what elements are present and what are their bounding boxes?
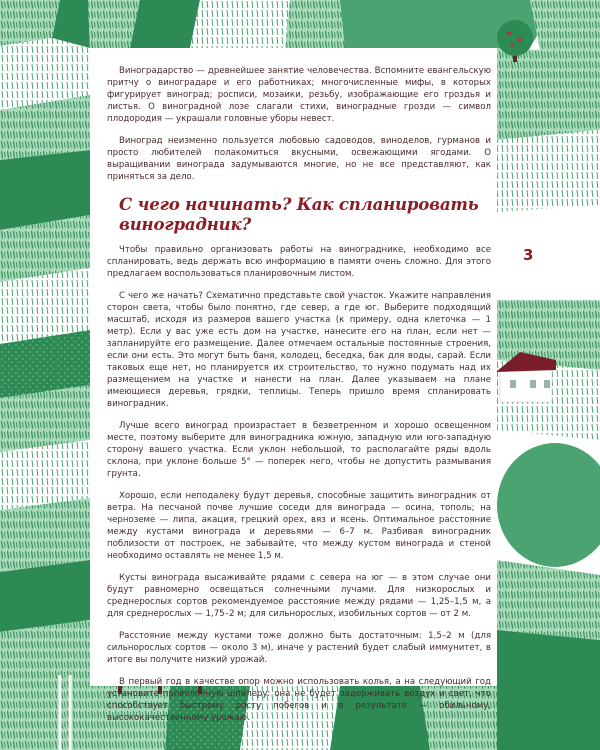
page-number: 3 xyxy=(523,246,534,264)
article-body xyxy=(107,66,491,733)
paragraph: В первый год в качестве опор можно использовать колья, а на следующий год установите проволочную шпалеру: она не будет задерживать воздух и свет, что способствует быстрому росту побегов и в результате — обильному, высококачественному урожаю. xyxy=(107,677,491,723)
paragraph: Расстояние между кустами тоже должно быть достаточным: 1,5–2 м (для сильнорослых сортов — около 3 м), иначе у растений будет слабый иммунитет, в итоге вы получите низкий урожай. xyxy=(107,631,491,665)
paragraph: Кусты винограда высаживайте рядами с севера на юг — в этом случае они будут равномерно освещаться солнечными лучами. Для низкорослых и среднерослых сортов рекомендуемое расстояние между рядами — 1,25–1,5 м, а для среднерослых — 1,75–2 м; для сильнорослых, изобильных сортов — от 2 м. xyxy=(107,572,491,619)
paragraph: Виноград неизменно пользуется любовью садоводов, виноделов, гурманов и просто любителей полакомиться вкусными, освежающими ягодами. О выращивании винограда задумываются многие, но не все представляют, как приняться за дело. xyxy=(107,136,491,182)
paragraph: Виноградарство — древнейшее занятие человечества. Вспомните евангельскую притчу о виноградаре и его работниках; многочисленные мифы, в которых фигурирует виноград; росписи, мозаики, резьбу, изображающие его гроздья и листья. О виноградной лозе слагали стихи, виноградные грозди — символ плодородия — украшали головные уборы невест. xyxy=(107,66,491,124)
paragraph: С чего же начать? Схематично представьте свой участок. Укажите направления сторон света, чтобы было понятно, где север, а где юг. Выберите подходящий масштаб, исходя из размеров вашего участка (к примеру, одна клеточка — 1 метр). Если у вас уже есть дом на участке, нанесите его на план, если нет — запланируйте его размещение. Далее отмечаем остальные постоянные строения, если они есть. Это могут быть баня, колодец, беседка, бак для воды, сарай. Если таковых еще нет, но планируется их строительство, то нужно подумать над их размещением на участке и нанести на план. Далее указываем на плане имеющиеся деревья, грядки, теплицы. Теперь пришло время спланировать виноградник. xyxy=(107,291,491,409)
left-plots xyxy=(0,0,90,750)
paragraph: Хорошо, если неподалеку будут деревья, способные защитить виноградник от ветра. На песчаной почве лучшие соседи для винограда — осина, тополь; на черноземе — липа, акация, грецкий орех, вяз и ясень. Оптимальное расстояние между кустами винограда и деревьями — 6–7 м. Разбивая виноградник поблизости от построек, не забывайте, что между кустом винограда и стеной необходимо оставлять не менее 1,5 м. xyxy=(107,490,491,561)
page-number-badge xyxy=(505,213,587,299)
section-heading: С чего начинать? Как спланировать виноградник? xyxy=(119,194,479,235)
paragraph: Лучше всего виноград произрастает в безветренном и хорошо освещенном месте, поэтому выберите для виноградника южную, западную или юго-западную сторону вашего участка. Если уклон небольшой, то располагайте ряды вдоль склона, при уклоне больше 5° — поперек него, чтобы не допустить размывания грунта. xyxy=(107,420,491,479)
paragraph: Чтобы правильно организовать работы на винограднике, необходимо все спланировать, ведь держать всю информацию в памяти очень сложно. Для этого предлагаем воспользоваться планировочным листом. xyxy=(107,245,491,279)
